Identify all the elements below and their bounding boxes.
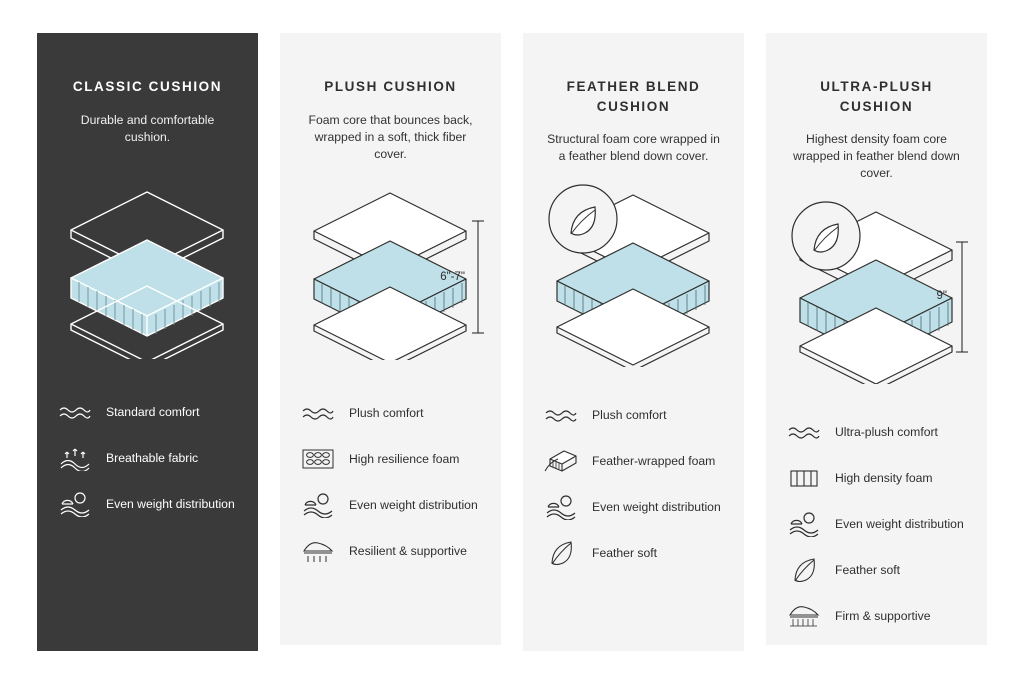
feature-list	[541, 400, 726, 568]
card-description: Highest density foam core wrapped in feather blend down cover.	[793, 132, 960, 181]
feature-list	[55, 397, 240, 519]
feature-item	[541, 492, 726, 522]
feature-label: Feather-wrapped foam	[592, 454, 716, 469]
card-description: Structural foam core wrapped in a feather blend down cover.	[547, 132, 720, 164]
leaf-badge-icon	[549, 185, 617, 253]
feature-label: Breathable fabric	[106, 450, 199, 465]
wave-comfort-icon	[55, 397, 95, 427]
feature-item	[55, 443, 240, 473]
card-description: Foam core that bounces back, wrapped in a soft, thick fiber cover.	[308, 112, 473, 161]
feature-item	[541, 446, 726, 476]
wave-comfort-icon	[784, 417, 824, 447]
cushion-illustration-ultra-plush	[784, 194, 969, 409]
feature-label: Standard comfort	[106, 404, 200, 419]
feature-item	[298, 536, 483, 566]
feather-soft-icon	[784, 555, 824, 585]
wave-comfort-icon	[541, 400, 581, 430]
even-weight-distribution-icon	[298, 490, 338, 520]
feature-item	[784, 555, 969, 585]
feather-wrapped-foam-icon	[541, 446, 581, 476]
card-description: Durable and comfortable cushion.	[80, 112, 215, 144]
breathable-fabric-icon	[55, 443, 95, 473]
card-plush-cushion[interactable]	[280, 33, 501, 645]
card-feather-blend-cushion[interactable]	[523, 33, 744, 651]
even-weight-distribution-icon	[541, 492, 581, 522]
high-density-foam-icon	[784, 463, 824, 493]
even-weight-distribution-icon	[784, 509, 824, 539]
feature-item	[541, 400, 726, 430]
card-title: FEATHER BLEND CUSHION	[566, 79, 701, 114]
dimension-bracket	[467, 217, 489, 337]
cushion-illustration-feather-blend	[541, 177, 726, 392]
feature-label: Feather soft	[835, 563, 901, 578]
card-classic-cushion[interactable]	[37, 33, 258, 651]
feature-label: Plush comfort	[592, 408, 667, 423]
cushion-illustration-plush	[298, 175, 483, 390]
feature-label: High density foam	[835, 471, 933, 486]
dimension-label: 9"	[936, 290, 947, 303]
feature-item	[784, 417, 969, 447]
feature-label: Resilient & supportive	[349, 543, 467, 558]
feature-item	[784, 463, 969, 493]
card-title: ULTRA-PLUSH CUSHION	[820, 79, 933, 114]
feature-item	[298, 490, 483, 520]
feature-item	[298, 398, 483, 428]
feature-label: Even weight distribution	[349, 497, 478, 512]
feature-item	[55, 489, 240, 519]
feature-label: Ultra-plush comfort	[835, 425, 938, 440]
feature-label: Even weight distribution	[106, 496, 235, 511]
card-ultra-plush-cushion[interactable]	[766, 33, 987, 645]
feature-item	[784, 509, 969, 539]
feature-list	[784, 417, 969, 631]
feature-list	[298, 398, 483, 566]
cushion-illustration-classic	[55, 174, 240, 389]
feature-item	[55, 397, 240, 427]
dimension-bracket	[951, 238, 973, 356]
feature-label: Firm & supportive	[835, 609, 931, 624]
feature-item	[784, 601, 969, 631]
feature-label: Even weight distribution	[592, 500, 721, 515]
even-weight-distribution-icon	[55, 489, 95, 519]
card-title: CLASSIC CUSHION	[72, 79, 223, 94]
feature-label: Feather soft	[592, 546, 658, 561]
high-resilience-foam-icon	[298, 444, 338, 474]
resilient-supportive-icon	[298, 536, 338, 566]
feature-label: High resilience foam	[349, 451, 460, 466]
feature-item	[298, 444, 483, 474]
leaf-badge-icon	[792, 202, 860, 270]
feather-soft-icon	[541, 538, 581, 568]
card-title: PLUSH CUSHION	[324, 79, 457, 94]
wave-comfort-icon	[298, 398, 338, 428]
firm-supportive-icon	[784, 601, 824, 631]
feature-label: Plush comfort	[349, 405, 424, 420]
feature-item	[541, 538, 726, 568]
dimension-label: 6"-7"	[440, 270, 465, 283]
feature-label: Even weight distribution	[835, 517, 964, 532]
